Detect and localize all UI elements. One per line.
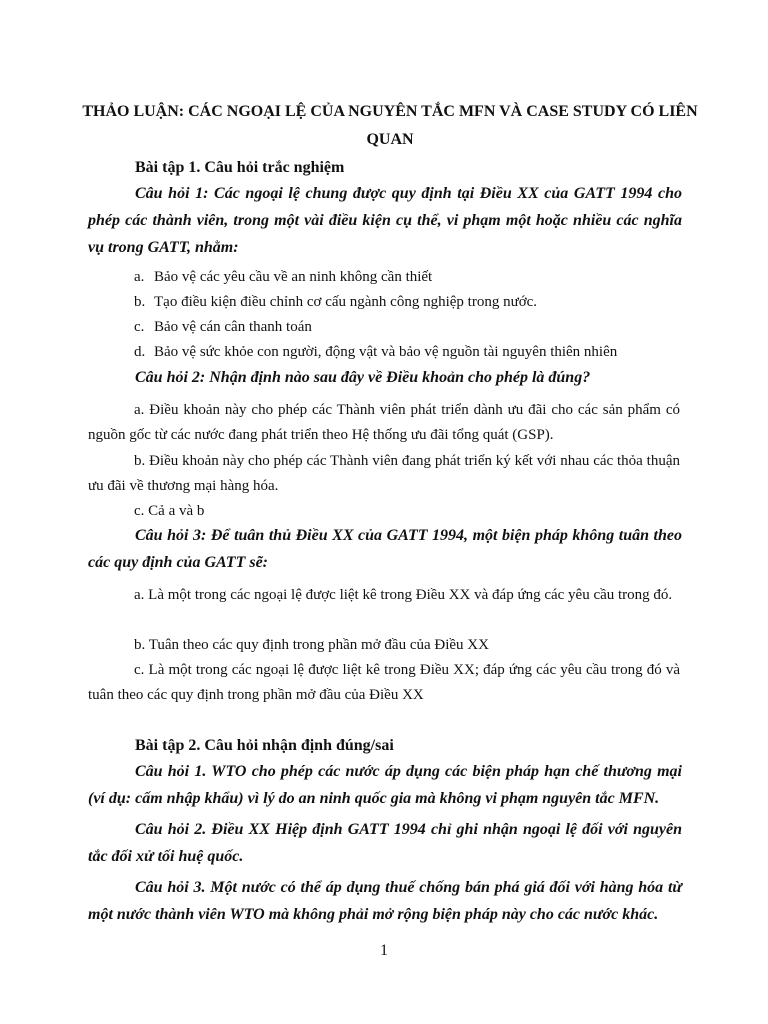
q1-option-a bbox=[134, 266, 432, 288]
q3-option-a: a. Là một trong các ngoại lệ được liệt kê trong Điều XX và đáp ứng các yêu cầu trong đó. bbox=[134, 587, 673, 603]
tf-question-1: Câu hỏi 1. WTO cho phép các nước áp dụng các biện pháp hạn chế thương mại (ví dụ: cấm nhập khẩu) vì lý do an ninh quốc gia mà không vi phạm nguyên tắc MFN. bbox=[88, 763, 682, 807]
page-number: 1 bbox=[380, 942, 388, 959]
q1-option-d bbox=[134, 341, 617, 363]
option-text: Tạo điều kiện điều chỉnh cơ cấu ngành công nghiệp trong nước. bbox=[154, 294, 538, 310]
q2-option-a: a. Điều khoản này cho phép các Thành viên phát triển dành ưu đãi cho các sản phẩm có nguồn gốc từ các nước đang phát triển theo Hệ thống ưu đãi tổng quát (GSP). bbox=[88, 402, 680, 443]
question-2-text: Câu hỏi 2: Nhận định nào sau đây về Điều khoản cho phép là đúng? bbox=[135, 369, 591, 386]
exercise1-heading: Bài tập 1. Câu hỏi trắc nghiệm bbox=[135, 159, 345, 176]
option-label: d. bbox=[134, 344, 146, 360]
option-label: b. bbox=[134, 294, 146, 310]
tf-question-3: Câu hỏi 3. Một nước có thể áp dụng thuế chống bán phá giá đối với hàng hóa từ một nước thành viên WTO mà không phải mở rộng biện pháp này cho các nước khác. bbox=[88, 879, 682, 923]
option-label: c. bbox=[134, 319, 145, 335]
question-3-text: Câu hỏi 3: Để tuân thủ Điều XX của GATT 1994, một biện pháp không tuân theo các quy định của GATT sẽ: bbox=[88, 527, 682, 571]
q3-option-c: c. Là một trong các ngoại lệ được liệt kê trong Điều XX; đáp ứng các yêu cầu trong đó và tuân theo các quy định trong phần mở đầu của Điều XX bbox=[88, 662, 680, 703]
option-text: Bảo vệ cán cân thanh toán bbox=[154, 319, 312, 335]
option-text: Bảo vệ các yêu cầu về an ninh không cần thiết bbox=[154, 269, 433, 285]
tf-question-2: Câu hỏi 2. Điều XX Hiệp định GATT 1994 chỉ ghi nhận ngoại lệ đối với nguyên tắc đối xử tối huệ quốc. bbox=[88, 821, 682, 865]
q1-option-b bbox=[134, 291, 537, 313]
q3-option-b: b. Tuân theo các quy định trong phần mở đầu của Điều XX bbox=[134, 637, 489, 653]
q2-option-c: c. Cả a và b bbox=[134, 503, 205, 519]
question-1-text: Câu hỏi 1: Các ngoại lệ chung được quy định tại Điều XX của GATT 1994 cho phép các thành viên, trong một vài điều kiện cụ thể, vi phạm một hoặc nhiều các nghĩa vụ trong GATT, nhằm: bbox=[88, 185, 682, 256]
q1-option-c bbox=[134, 316, 312, 338]
option-text: Bảo vệ sức khỏe con người, động vật và bảo vệ nguồn tài nguyên thiên nhiên bbox=[154, 344, 618, 360]
exercise2-heading: Bài tập 2. Câu hỏi nhận định đúng/sai bbox=[135, 737, 394, 754]
option-label: a. bbox=[134, 269, 145, 285]
document-title: THẢO LUẬN: CÁC NGOẠI LỆ CỦA NGUYÊN TẮC MFN VÀ CASE STUDY CÓ LIÊN QUAN bbox=[82, 103, 698, 148]
q2-option-b: b. Điều khoản này cho phép các Thành viên đang phát triển ký kết với nhau các thỏa thuận ưu đãi về thương mại hàng hóa. bbox=[88, 453, 680, 494]
